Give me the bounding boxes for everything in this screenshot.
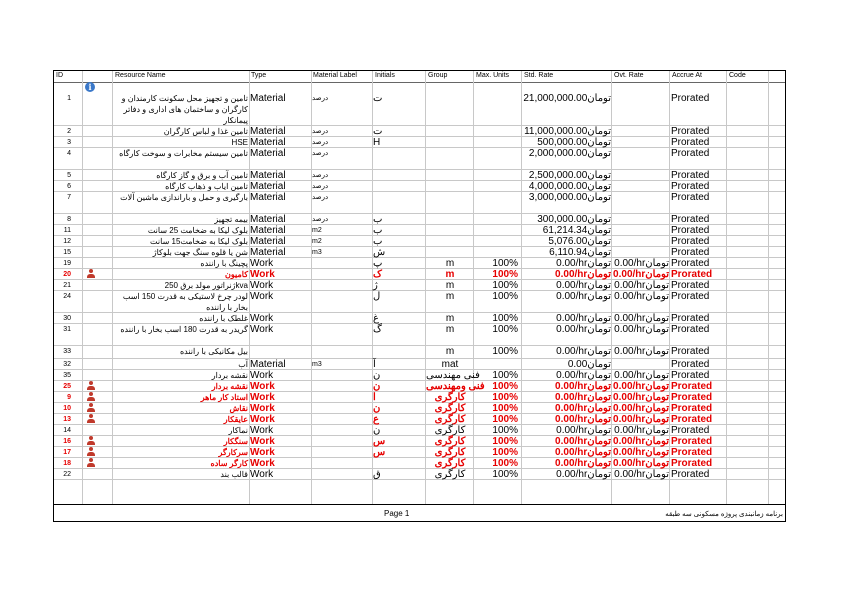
group: کارگری xyxy=(434,403,466,414)
table-row[interactable] xyxy=(54,225,785,236)
resource-type: Material xyxy=(250,236,286,247)
material-label: درصد xyxy=(312,139,329,146)
table-row[interactable] xyxy=(54,324,785,346)
resource-type: Work xyxy=(250,403,275,414)
page-footer xyxy=(54,504,785,523)
resource-id: 30 xyxy=(63,315,71,322)
std-rate: 0.00/hrتومان xyxy=(555,269,611,280)
person-icon xyxy=(87,414,95,423)
resource-id: 2 xyxy=(67,128,71,135)
std-rate: 300,000.00تومان xyxy=(537,214,611,225)
accrue-at: Prorated xyxy=(671,291,710,302)
table-row[interactable] xyxy=(54,291,785,313)
std-rate: 21,000,000.00تومان xyxy=(523,93,611,104)
group: کارگری xyxy=(434,414,466,425)
initials: ا xyxy=(373,392,376,403)
resource-type: Material xyxy=(250,93,286,104)
material-label: m3 xyxy=(312,361,322,368)
initials: ع xyxy=(373,414,379,425)
resource-name: نماکار xyxy=(228,426,248,435)
resource-id: 21 xyxy=(63,282,71,289)
group: m xyxy=(445,324,455,335)
table-row[interactable] xyxy=(54,346,785,359)
accrue-at: Prorated xyxy=(671,447,713,458)
material-label: درصد xyxy=(312,128,329,135)
resource-id: 9 xyxy=(67,394,71,401)
resource-id: 16 xyxy=(63,438,71,445)
resource-name: عایقکار xyxy=(223,415,248,424)
accrue-at: Prorated xyxy=(671,425,710,436)
max-units: 100% xyxy=(492,258,518,269)
std-rate: 0.00/hrتومان xyxy=(555,436,611,447)
resource-id: 32 xyxy=(63,361,71,368)
accrue-at: Prorated xyxy=(671,170,710,181)
ovt-rate: 0.00/hrتومان xyxy=(613,392,669,403)
material-label: درصد xyxy=(312,172,329,179)
header-ovt-rate: Ovt. Rate xyxy=(614,72,644,79)
ovt-rate: 0.00/hrتومان xyxy=(613,403,669,414)
resource-id: 20 xyxy=(63,271,71,278)
initials: ن xyxy=(373,403,381,414)
accrue-at: Prorated xyxy=(671,392,713,403)
resource-name: غلطک با راننده xyxy=(199,314,248,323)
table-row[interactable] xyxy=(54,137,785,148)
header-max-units: Max. Units xyxy=(476,72,510,79)
resource-id: 11 xyxy=(63,227,71,234)
resource-type: Work xyxy=(250,258,274,269)
resource-id: 33 xyxy=(63,348,71,355)
resource-type: Work xyxy=(250,291,274,302)
resource-type: Work xyxy=(250,269,275,280)
std-rate: 0.00/hrتومان xyxy=(556,291,611,302)
accrue-at: Prorated xyxy=(671,313,710,324)
header-accrue-at: Accrue At xyxy=(672,72,702,79)
table-row[interactable] xyxy=(54,192,785,214)
table-row[interactable] xyxy=(54,458,785,469)
std-rate: 0.00/hrتومان xyxy=(555,447,611,458)
header-code: Code xyxy=(729,72,746,79)
table-row[interactable] xyxy=(54,181,785,192)
resource-id: 4 xyxy=(67,150,71,157)
accrue-at: Prorated xyxy=(671,192,710,203)
resource-type: Work xyxy=(250,469,274,480)
resource-type: Work xyxy=(250,280,274,291)
resource-type: Work xyxy=(250,436,275,447)
ovt-rate: 0.00/hrتومان xyxy=(614,313,669,324)
material-label: درصد xyxy=(312,150,329,157)
resource-name: بیل مکانیکی با راننده xyxy=(179,347,248,356)
table-row[interactable] xyxy=(54,269,785,280)
std-rate: 2,000,000.00تومان xyxy=(528,148,611,159)
page-number: Page 1 xyxy=(384,509,410,518)
resource-type: Material xyxy=(250,225,286,236)
max-units: 100% xyxy=(492,324,518,335)
std-rate: 0.00تومان xyxy=(567,359,611,370)
max-units: 100% xyxy=(492,313,518,324)
initials: ن xyxy=(373,370,381,381)
initials: ش xyxy=(373,247,386,258)
ovt-rate: 0.00/hrتومان xyxy=(613,447,669,458)
max-units: 100% xyxy=(492,280,518,291)
std-rate: 0.00/hrتومان xyxy=(555,403,611,414)
resource-name: تامین ایاب و ذهاب کارگاه xyxy=(165,182,248,191)
table-row[interactable] xyxy=(54,313,785,324)
std-rate: 0.00/hrتومان xyxy=(556,324,611,335)
max-units: 100% xyxy=(492,414,518,425)
ovt-rate: 0.00/hrتومان xyxy=(613,436,669,447)
resource-id: 13 xyxy=(63,416,71,423)
resource-type: Material xyxy=(250,214,286,225)
accrue-at: Prorated xyxy=(671,436,713,447)
group: کارگری xyxy=(434,447,466,458)
table-row[interactable] xyxy=(54,236,785,247)
accrue-at: Prorated xyxy=(671,126,710,137)
resource-type: Material xyxy=(250,247,286,258)
std-rate: 0.00/hrتومان xyxy=(555,414,611,425)
table-row[interactable] xyxy=(54,381,785,392)
ovt-rate: 0.00/hrتومان xyxy=(613,458,669,469)
max-units: 100% xyxy=(492,436,518,447)
group: m xyxy=(445,269,455,280)
table-row[interactable] xyxy=(54,414,785,425)
table-row[interactable] xyxy=(54,359,785,370)
std-rate: 0.00/hrتومان xyxy=(556,346,611,357)
resource-name: گریدر به قدرت 180 اسب بخار با راننده xyxy=(120,325,248,334)
initials: گ xyxy=(373,324,382,335)
resource-name: شن یا قلوه سنگ جهت بلوکاژ xyxy=(152,248,248,257)
material-label: درصد xyxy=(312,216,329,223)
resource-name: سرکارگر xyxy=(218,448,248,457)
resource-name: قالب بند xyxy=(220,470,248,479)
resource-type: Material xyxy=(250,192,286,203)
group: mat xyxy=(441,359,459,370)
table-row[interactable] xyxy=(54,436,785,447)
accrue-at: Prorated xyxy=(671,181,710,192)
material-label: m2 xyxy=(312,238,322,245)
max-units: 100% xyxy=(492,403,518,414)
resource-id: 6 xyxy=(67,183,71,190)
resource-name: سنگکار xyxy=(223,437,248,446)
resource-type: Work xyxy=(250,414,275,425)
std-rate: 4,000,000.00تومان xyxy=(528,181,611,192)
initials: ت xyxy=(373,126,383,137)
group: m xyxy=(445,291,455,302)
max-units: 100% xyxy=(492,370,518,381)
accrue-at: Prorated xyxy=(671,247,710,258)
accrue-at: Prorated xyxy=(671,403,713,414)
resource-type: Material xyxy=(250,148,286,159)
info-icon[interactable]: i xyxy=(85,82,95,92)
ovt-rate: 0.00/hrتومان xyxy=(613,269,669,280)
initials: ن xyxy=(373,425,381,436)
table-row[interactable] xyxy=(54,148,785,170)
resource-id: 14 xyxy=(63,427,71,434)
resource-id: 35 xyxy=(63,372,71,379)
std-rate: 500,000.00تومان xyxy=(537,137,611,148)
std-rate: 0.00/hrتومان xyxy=(556,425,611,436)
resource-id: 31 xyxy=(63,326,71,333)
resource-type: Work xyxy=(250,447,275,458)
initials: ن xyxy=(373,381,381,392)
initials: ب xyxy=(373,225,383,236)
resource-name: آب xyxy=(238,360,248,369)
resource-type: Material xyxy=(250,126,286,137)
table-row[interactable] xyxy=(54,170,785,181)
initials: پ xyxy=(373,258,383,269)
person-icon xyxy=(87,392,95,401)
group: فنی مهندسی xyxy=(426,370,480,381)
initials: س xyxy=(373,436,386,447)
resource-id: 19 xyxy=(63,260,71,267)
initials: آ xyxy=(373,359,376,370)
ovt-rate: 0.00/hrتومان xyxy=(614,280,669,291)
header-resource-name: Resource Name xyxy=(115,72,166,79)
resource-name: تامین و تجهیز محل سکونت کارمندان و کارگران و ساختمان های اداری و دفاتر پیمانکار xyxy=(121,94,248,125)
ovt-rate: 0.00/hrتومان xyxy=(614,370,669,381)
group: m xyxy=(445,346,455,357)
resource-id: 1 xyxy=(67,95,71,102)
resource-type: Work xyxy=(250,313,274,324)
initials: ژ xyxy=(373,280,378,291)
group: فنی ومهندسی xyxy=(426,381,485,392)
material-label: m2 xyxy=(312,227,322,234)
max-units: 100% xyxy=(492,346,518,357)
accrue-at: Prorated xyxy=(671,346,710,357)
person-icon xyxy=(87,447,95,456)
ovt-rate: 0.00/hrتومان xyxy=(613,381,669,392)
resource-id: 24 xyxy=(63,293,71,300)
header-id: ID xyxy=(56,72,63,79)
max-units: 100% xyxy=(492,381,518,392)
header-std-rate: Std. Rate xyxy=(524,72,554,79)
initials: ت xyxy=(373,93,383,104)
material-label: درصد xyxy=(312,194,329,201)
resource-id: 12 xyxy=(63,238,71,245)
initials: ب xyxy=(373,236,383,247)
table-row[interactable] xyxy=(54,370,785,381)
std-rate: 0.00/hrتومان xyxy=(556,258,611,269)
std-rate: 0.00/hrتومان xyxy=(555,392,611,403)
accrue-at: Prorated xyxy=(671,359,710,370)
std-rate: 0.00/hrتومان xyxy=(556,469,611,480)
resource-name: لودر چرخ لاستیکی به قدرت 150 اسب بخار با راننده xyxy=(122,292,248,312)
group: کارگری xyxy=(434,425,466,436)
person-icon xyxy=(87,403,95,412)
accrue-at: Prorated xyxy=(671,93,710,104)
initials: ب xyxy=(373,214,383,225)
table-row[interactable] xyxy=(54,469,785,480)
accrue-at: Prorated xyxy=(671,148,710,159)
accrue-at: Prorated xyxy=(671,280,710,291)
ovt-rate: 0.00/hrتومان xyxy=(614,291,669,302)
resource-name: نقشه بردار xyxy=(211,382,248,391)
accrue-at: Prorated xyxy=(671,214,710,225)
max-units: 100% xyxy=(492,458,518,469)
table-row[interactable] xyxy=(54,258,785,269)
std-rate: 0.00/hrتومان xyxy=(556,370,611,381)
std-rate: 0.00/hrتومان xyxy=(555,458,611,469)
resource-id: 15 xyxy=(63,249,71,256)
max-units: 100% xyxy=(492,291,518,302)
group: کارگری xyxy=(434,458,466,469)
resource-type: Work xyxy=(250,324,274,335)
std-rate: 5,076.00تومان xyxy=(548,236,611,247)
resource-name: kvaژنراتور مولد برق 250 xyxy=(164,281,248,290)
resource-id: 18 xyxy=(63,460,71,467)
resource-type: Material xyxy=(250,181,286,192)
header-material-label: Material Label xyxy=(313,72,357,79)
std-rate: 0.00/hrتومان xyxy=(556,313,611,324)
ovt-rate: 0.00/hrتومان xyxy=(614,425,669,436)
resource-id: 8 xyxy=(67,216,71,223)
resource-type: Work xyxy=(250,381,275,392)
group: کارگری xyxy=(434,436,466,447)
resource-name: بارگیری و حمل و باراندازی ماشین آلات xyxy=(120,193,248,202)
person-icon xyxy=(87,458,95,467)
resource-name: تامین غذا و لباس کارگران xyxy=(163,127,248,136)
ovt-rate: 0.00/hrتومان xyxy=(614,324,669,335)
table-row[interactable] xyxy=(54,447,785,458)
std-rate: 0.00/hrتومان xyxy=(556,280,611,291)
table-row[interactable] xyxy=(54,392,785,403)
table-row[interactable] xyxy=(54,403,785,414)
resource-id: 5 xyxy=(67,172,71,179)
resource-sheet xyxy=(53,70,786,522)
person-icon xyxy=(87,381,95,390)
initials: H xyxy=(373,137,381,148)
resource-name: بلوک لیکا به ضخامت15 سانت xyxy=(150,237,248,246)
header-initials: Initials xyxy=(375,72,395,79)
std-rate: 11,000,000.00تومان xyxy=(524,126,611,137)
max-units: 100% xyxy=(492,425,518,436)
resource-name: تامین آب و برق و گاز کارگاه xyxy=(156,171,248,180)
material-label: درصد xyxy=(312,183,329,190)
group: m xyxy=(445,258,455,269)
accrue-at: Prorated xyxy=(671,381,713,392)
resource-name: تامین سیستم مخابرات و سوخت کارگاه xyxy=(119,149,248,158)
table-row[interactable] xyxy=(54,93,785,126)
resource-name: بلوک لیکا به ضخامت 25 سانت xyxy=(147,226,248,235)
max-units: 100% xyxy=(492,447,518,458)
resource-name: کارگر ساده xyxy=(210,459,248,468)
initials: ق xyxy=(373,469,381,480)
std-rate: 61,214.34تومان xyxy=(542,225,611,236)
accrue-at: Prorated xyxy=(671,370,710,381)
accrue-at: Prorated xyxy=(671,458,713,469)
material-label: m3 xyxy=(312,249,322,256)
accrue-at: Prorated xyxy=(671,469,710,480)
table-row[interactable] xyxy=(54,247,785,258)
accrue-at: Prorated xyxy=(671,269,713,280)
resource-type: Work xyxy=(250,370,274,381)
resource-type: Material xyxy=(250,359,286,370)
table-row[interactable] xyxy=(54,425,785,436)
resource-name: نقاش xyxy=(229,404,248,413)
accrue-at: Prorated xyxy=(671,236,710,247)
max-units: 100% xyxy=(492,469,518,480)
ovt-rate: 0.00/hrتومان xyxy=(614,346,669,357)
initials: س xyxy=(373,447,386,458)
initials: ک xyxy=(373,269,382,280)
resource-type: Material xyxy=(250,170,286,181)
ovt-rate: 0.00/hrتومان xyxy=(613,414,669,425)
initials: غ xyxy=(373,313,379,324)
accrue-at: Prorated xyxy=(671,324,710,335)
material-label: درصد xyxy=(312,95,329,102)
resource-id: 3 xyxy=(67,139,71,146)
ovt-rate: 0.00/hrتومان xyxy=(614,258,669,269)
resource-type: Work xyxy=(250,392,275,403)
resource-name: نقشه بردار xyxy=(211,371,248,380)
person-icon xyxy=(87,269,95,278)
accrue-at: Prorated xyxy=(671,137,710,148)
resource-id: 17 xyxy=(63,449,71,456)
max-units: 100% xyxy=(492,392,518,403)
table-row[interactable] xyxy=(54,214,785,225)
group: کارگری xyxy=(434,392,466,403)
table-row[interactable] xyxy=(54,280,785,291)
table-header xyxy=(54,71,785,83)
resource-name: پچینگ با راننده xyxy=(200,259,248,268)
accrue-at: Prorated xyxy=(671,258,710,269)
project-title: برنامه زمانبندی پروژه مسکونی سه طبقه xyxy=(665,511,783,518)
std-rate: 6,110.94تومان xyxy=(549,247,611,258)
std-rate: 3,000,000.00تومان xyxy=(528,192,611,203)
resource-name: HSE xyxy=(231,138,248,147)
resource-id: 22 xyxy=(63,471,71,478)
header-group: Group xyxy=(428,72,448,79)
group: m xyxy=(445,313,455,324)
resource-type: Material xyxy=(250,137,286,148)
std-rate: 2,500,000.00تومان xyxy=(528,170,611,181)
group: m xyxy=(445,280,455,291)
max-units: 100% xyxy=(492,269,518,280)
resource-name: بیمه تجهیز xyxy=(214,215,248,224)
accrue-at: Prorated xyxy=(671,225,710,236)
resource-id: 25 xyxy=(63,383,71,390)
header-type: Type xyxy=(251,72,267,79)
accrue-at: Prorated xyxy=(671,414,713,425)
resource-id: 10 xyxy=(63,405,71,412)
std-rate: 0.00/hrتومان xyxy=(555,381,611,392)
table-row[interactable] xyxy=(54,126,785,137)
ovt-rate: 0.00/hrتومان xyxy=(614,469,669,480)
resource-name: استاد کار ماهر xyxy=(200,393,248,402)
group: کارگری xyxy=(434,469,466,480)
resource-id: 7 xyxy=(67,194,71,201)
initials: ل xyxy=(373,291,381,302)
resource-type: Work xyxy=(250,458,275,469)
person-icon xyxy=(87,436,95,445)
resource-name: کامیون xyxy=(225,270,248,279)
resource-type: Work xyxy=(250,425,274,436)
